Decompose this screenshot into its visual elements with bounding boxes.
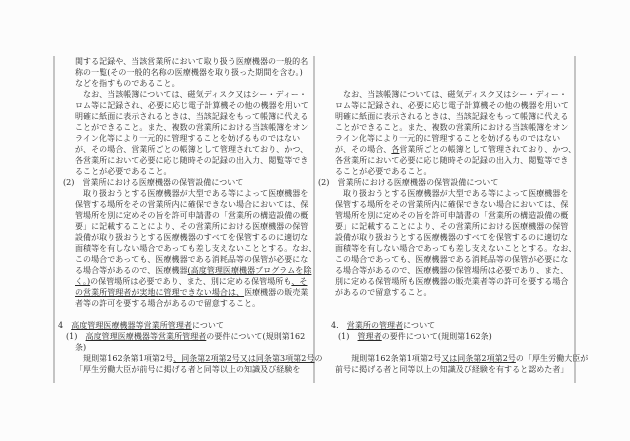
text-line <box>0 276 314 287</box>
text-segment: 明確に紙面に表示されるときは、当該記録をもって帳簿に代える <box>75 112 309 121</box>
underlined-text: 高度管理医療機器等営業所管理者 <box>85 332 207 341</box>
text-segment: 保管する場所をその営業所内に確保できない場合においては、保 <box>75 200 309 209</box>
text-segment: 設備が取り扱おうとする医療機器のすべてを保管するのに適切な <box>335 233 569 242</box>
text-segment: ことができること。また、複数の営業所における当該帳簿をオン <box>75 123 309 132</box>
text-segment: なお、当該帳簿については、磁気ディスク又はシー・ディー・ <box>75 90 308 99</box>
text-line <box>314 221 576 232</box>
text-segment: などを指すものであること。 <box>75 79 180 88</box>
text-line <box>0 342 314 353</box>
underlined-text: 各 <box>391 145 400 154</box>
text-line <box>0 177 314 188</box>
text-line <box>314 276 576 287</box>
text-segment: 医療機器の販売業 <box>244 288 309 297</box>
text-line <box>0 364 314 375</box>
text-line <box>0 243 317 254</box>
text-segment: の <box>314 354 323 363</box>
text-segment: が、その場合、 <box>335 145 392 154</box>
text-segment: 4 <box>58 321 72 330</box>
text-line <box>0 188 314 199</box>
text-segment: の「厚生労働大臣が <box>515 354 589 363</box>
text-segment: があるので留意すること。 <box>335 288 432 297</box>
text-segment: (1) <box>66 332 86 341</box>
text-segment: 別に定める保管場所も医療機器の販売業者等の許可を要する場合 <box>335 277 569 286</box>
text-segment: 者等の許可を要する場合があるので留意すること。 <box>75 299 261 308</box>
text-segment: 規則第162条第1項第2号 <box>75 354 174 363</box>
text-line <box>314 265 576 276</box>
text-line <box>314 177 576 188</box>
text-line <box>0 100 314 111</box>
text-segment: の保管場所は必要であり、また、別に定める保管場所も <box>90 277 292 286</box>
text-line <box>0 122 314 133</box>
text-segment: 面積等を有しない場合であっても差し支えないこととする。なお、 <box>335 244 577 253</box>
text-line <box>314 155 576 166</box>
text-segment: 「厚生労働大臣が前号に掲げる者と同等以上の知識及び経験を <box>75 365 301 374</box>
text-line <box>314 199 576 210</box>
text-line <box>0 56 314 67</box>
text-segment: について <box>191 321 224 330</box>
underlined-text: 、同条第2項第2号又は同条第3項第2号 <box>173 354 315 363</box>
text-line <box>314 331 576 342</box>
text-line <box>314 100 576 111</box>
text-line <box>0 309 314 320</box>
text-segment: 要」に記載することにより、その営業所における医療機器の保管 <box>335 222 569 231</box>
underlined-text: 、そ <box>291 277 308 286</box>
text-line <box>0 254 314 265</box>
underlined-text: (高度管理医療機器プログラムを除 <box>187 266 312 275</box>
text-segment: ライン化等により一元的に管理することを妨げるものではない <box>75 134 301 143</box>
text-line <box>314 320 576 331</box>
text-line <box>0 287 314 298</box>
text-segment: (2) 営業所における医療機器の保管設備について <box>318 178 499 187</box>
text-line <box>314 89 576 100</box>
text-segment: 条) <box>75 343 87 352</box>
text-segment: 関する記録や、当該営業所において取り扱う医療機器の一般的名 <box>75 57 309 66</box>
text-line <box>314 342 576 353</box>
text-segment: 取り扱おうとする医療機器が大型である等によって医療機器を <box>335 189 569 198</box>
left-column-text <box>0 56 323 375</box>
text-segment: 4. <box>331 321 347 330</box>
text-line <box>314 243 576 254</box>
underlined-text: の営業所管理者が実地に管理できない場合は、 <box>75 288 245 297</box>
text-segment: ことができること。また、複数の営業所における当該帳簿をオン <box>335 123 569 132</box>
text-segment: なお、当該帳簿については、磁気ディスク又はシー・ディー・ <box>335 90 568 99</box>
text-segment: の要件について(規則第162 <box>206 332 306 341</box>
text-line <box>0 221 314 232</box>
text-segment: 前号に掲げる者と同等以上の知識及び経験を有すると認めた者」 <box>335 365 569 374</box>
text-line <box>314 309 576 320</box>
text-segment: 各営業所において必要に応じ随時その記録の出入力、閲覧等でき <box>335 156 569 165</box>
text-line <box>0 78 314 89</box>
text-segment: (2) 営業所における医療機器の保管設備について <box>63 178 244 187</box>
right-column-text <box>314 89 589 375</box>
text-segment: る場合等があるので、医療機器 <box>75 266 188 275</box>
text-segment: 明確に紙面に表示されるときは、当該記録をもって帳簿に代える <box>335 112 569 121</box>
text-segment: る場合等があるので、医療機器の保管場所は必要であり、また、 <box>335 266 569 275</box>
text-line <box>314 133 576 144</box>
text-line <box>0 166 314 177</box>
text-segment: 設備が取り扱おうとする医療機器のすべてを保管するのに適切な <box>75 233 309 242</box>
underlined-text: 営業所の管理者 <box>346 321 404 330</box>
underlined-text: 又は同条第2項第2号 <box>441 354 516 363</box>
text-line <box>314 210 576 221</box>
text-segment: 営業所ごとの帳簿として管理されており、かつ、 <box>399 145 577 154</box>
text-line <box>0 199 314 210</box>
text-segment: この場合であっても、医療機器である消耗品等の保管が必要にな <box>335 255 569 264</box>
text-segment: について <box>403 321 436 330</box>
text-segment: 保管する場所をその営業所内に確保できない場合においては、保 <box>335 200 569 209</box>
underlined-text: 管理者 <box>357 332 382 341</box>
text-line <box>0 232 314 243</box>
text-segment: ロム等に記録され、必要に応じ電子計算機その他の機器を用いて <box>335 101 569 110</box>
text-line <box>314 122 576 133</box>
text-segment: 規則第162条第1項第2号 <box>335 354 442 363</box>
text-segment: (1) <box>338 332 358 341</box>
text-segment: 管場所を別に定めその旨を許可申請書の「営業所の構造設備の概 <box>335 211 569 220</box>
text-line <box>0 298 314 309</box>
underlined-text: 高度管理医療機器等営業所管理者 <box>71 321 192 330</box>
text-segment: 取り扱おうとする医療機器が大型である等によって医療機器を <box>75 189 309 198</box>
text-line <box>0 155 314 166</box>
text-segment: 管場所を別に定めその旨を許可申請書の「営業所の構造設備の概 <box>75 211 309 220</box>
text-segment: ライン化等により一元的に管理することを妨げるものではない <box>335 134 561 143</box>
text-segment: 要」に記載することにより、その営業所における医療機器の保管 <box>75 222 309 231</box>
text-line <box>314 188 576 199</box>
text-segment: 面積等を有しない場合であっても差し支えないこととする。なお、 <box>75 244 317 253</box>
text-line <box>314 353 589 364</box>
text-line <box>0 89 314 100</box>
text-line <box>314 364 576 375</box>
text-line <box>314 111 576 122</box>
text-line <box>0 353 323 364</box>
text-segment: が、その場合、営業所ごとの帳簿として管理されており、かつ、 <box>75 145 309 154</box>
text-line <box>0 265 314 276</box>
text-line <box>0 331 314 342</box>
text-segment: ることが必要であること。 <box>75 167 172 176</box>
text-line <box>0 144 314 155</box>
underlined-text: く。) <box>75 277 91 286</box>
text-line <box>0 133 314 144</box>
text-line <box>0 320 314 331</box>
text-segment: 各営業所において必要に応じ随時その記録の出入力、閲覧等でき <box>75 156 309 165</box>
text-segment: この場合であっても、医療機器である消耗品等の保管が必要にな <box>75 255 309 264</box>
text-line <box>0 111 314 122</box>
text-line <box>314 144 576 155</box>
text-segment: ロム等に記録され、必要に応じ電子計算機その他の機器を用いて <box>75 101 309 110</box>
text-segment: 称の一覧(その一般的名称の医療機器を取り扱った期間を含む。) <box>75 68 303 77</box>
text-line <box>0 210 314 221</box>
text-line <box>314 232 576 243</box>
text-line <box>314 287 576 298</box>
text-line <box>314 298 576 309</box>
text-segment: の要件について(規則第162条) <box>381 332 492 341</box>
text-line <box>314 254 576 265</box>
text-segment: ることが必要であること。 <box>335 167 432 176</box>
text-line <box>314 166 576 177</box>
text-line <box>0 67 314 78</box>
